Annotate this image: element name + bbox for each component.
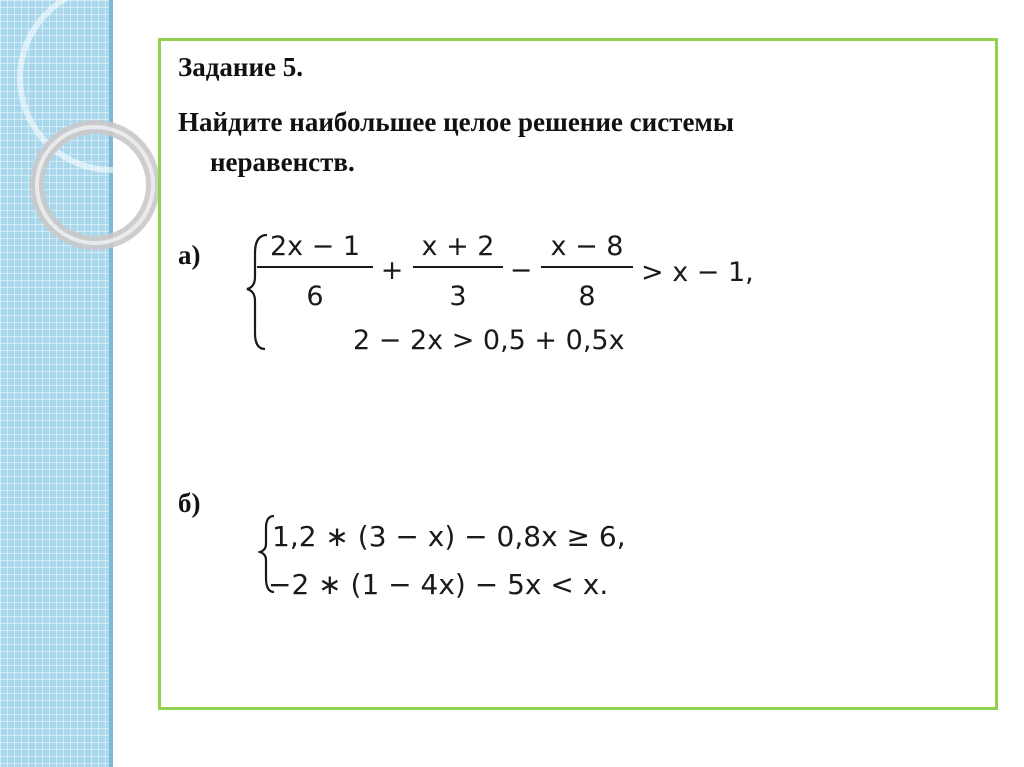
part-a-frac1-den: 6 xyxy=(306,281,324,312)
part-b-ineq2: −2 ∗ (1 − 4x) − 5x < x. xyxy=(268,568,609,601)
part-a-frac2-num: x + 2 xyxy=(421,231,495,262)
task-title: Задание 5. xyxy=(178,52,304,82)
part-a-ineq2: 2 − 2x > 0,5 + 0,5x xyxy=(353,325,625,356)
part-a-frac1-num: 2x − 1 xyxy=(269,231,361,262)
part-a-label: а) xyxy=(178,240,201,270)
part-a-frac2-den: 3 xyxy=(449,281,467,312)
part-a-frac3-num: x − 8 xyxy=(550,231,624,262)
decorative-circles-icon xyxy=(0,0,160,280)
part-a-system xyxy=(245,225,805,360)
task-statement-line1: Найдите наибольшее целое решение системы xyxy=(178,107,734,137)
part-b-ineq1: 1,2 ∗ (3 − x) − 0,8x ≥ 6, xyxy=(272,520,626,553)
part-b-system xyxy=(258,508,728,608)
part-a-frac3-den: 8 xyxy=(578,281,596,312)
task-statement xyxy=(178,102,898,182)
part-a-rhs: > x − 1, xyxy=(641,257,754,288)
part-a-op2: − xyxy=(509,255,533,286)
brace-icon xyxy=(247,235,267,349)
part-b-label: б) xyxy=(178,488,201,518)
part-a-op1: + xyxy=(380,255,404,286)
task-statement-line2: неравенств. xyxy=(210,147,355,177)
